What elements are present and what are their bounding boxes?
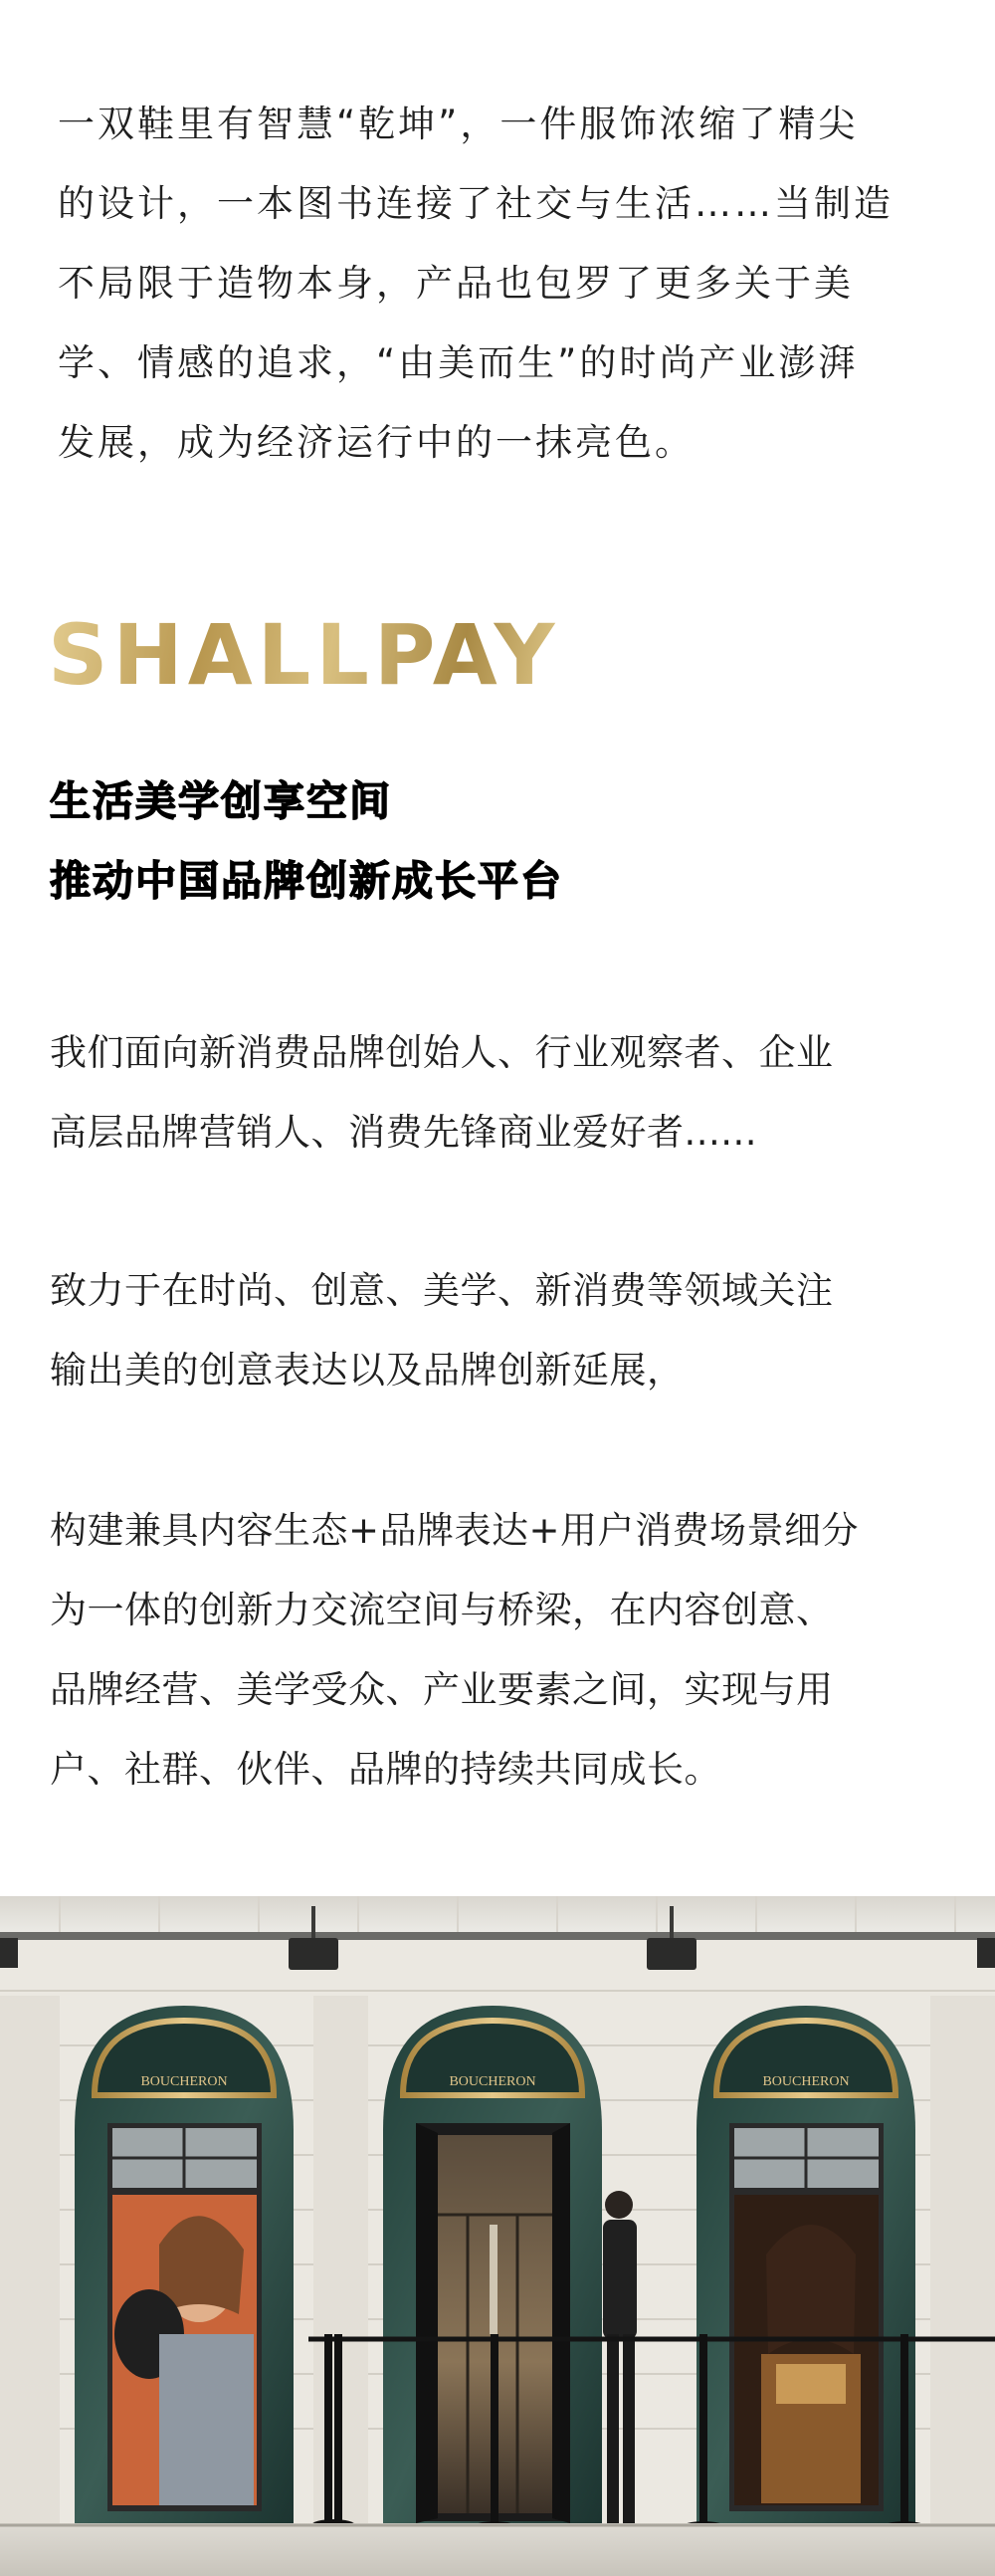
paragraph-line: 户、社群、伙伴、品牌的持续共同成长。 bbox=[50, 1748, 721, 1791]
paragraph-line: 构建兼具内容生态+品牌表达+用户消费场景细分 bbox=[50, 1509, 860, 1552]
paragraph-line: 高层品牌营销人、消费先锋商业爱好者...... bbox=[50, 1111, 758, 1154]
paragraph-line: 我们面向新消费品牌创始人、行业观察者、企业 bbox=[50, 1031, 834, 1074]
slogan-line-2: 推动中国品牌创新成长平台 bbox=[50, 857, 563, 905]
slogan bbox=[50, 761, 955, 921]
shallpay-logo: SHALLPAY bbox=[48, 606, 560, 704]
paragraph-line: 输出美的创意表达以及品牌创新延展， bbox=[50, 1349, 685, 1392]
mission-paragraph bbox=[50, 1491, 955, 1810]
boutique-storefront-photo bbox=[0, 1896, 995, 2576]
intro-line: 学、情感的追求，“由美而生”的时尚产业澎湃 bbox=[58, 341, 859, 384]
focus-paragraph bbox=[50, 1251, 955, 1410]
paragraph-line: 为一体的创新力交流空间与桥梁，在内容创意、 bbox=[50, 1589, 834, 1631]
intro-line: 不局限于造物本身，产品也包罗了更多关于美 bbox=[58, 262, 854, 305]
boucheron-sign-center: BOUCHERON bbox=[449, 2074, 536, 2089]
intro-line: 发展，成为经济运行中的一抹亮色。 bbox=[58, 421, 695, 464]
intro-line: 的设计，一本图书连接了社交与生活……当制造 bbox=[58, 182, 894, 225]
boucheron-sign-left: BOUCHERON bbox=[140, 2074, 228, 2089]
audience-paragraph bbox=[50, 1013, 955, 1173]
paragraph-line: 致力于在时尚、创意、美学、新消费等领域关注 bbox=[50, 1269, 834, 1312]
paragraph-line: 品牌经营、美学受众、产业要素之间，实现与用 bbox=[50, 1668, 834, 1711]
slogan-line-1: 生活美学创享空间 bbox=[50, 777, 392, 825]
boucheron-sign-right: BOUCHERON bbox=[762, 2074, 850, 2089]
intro-paragraph bbox=[58, 85, 963, 483]
intro-line: 一双鞋里有智慧“乾坤”，一件服饰浓缩了精尖 bbox=[58, 103, 859, 145]
